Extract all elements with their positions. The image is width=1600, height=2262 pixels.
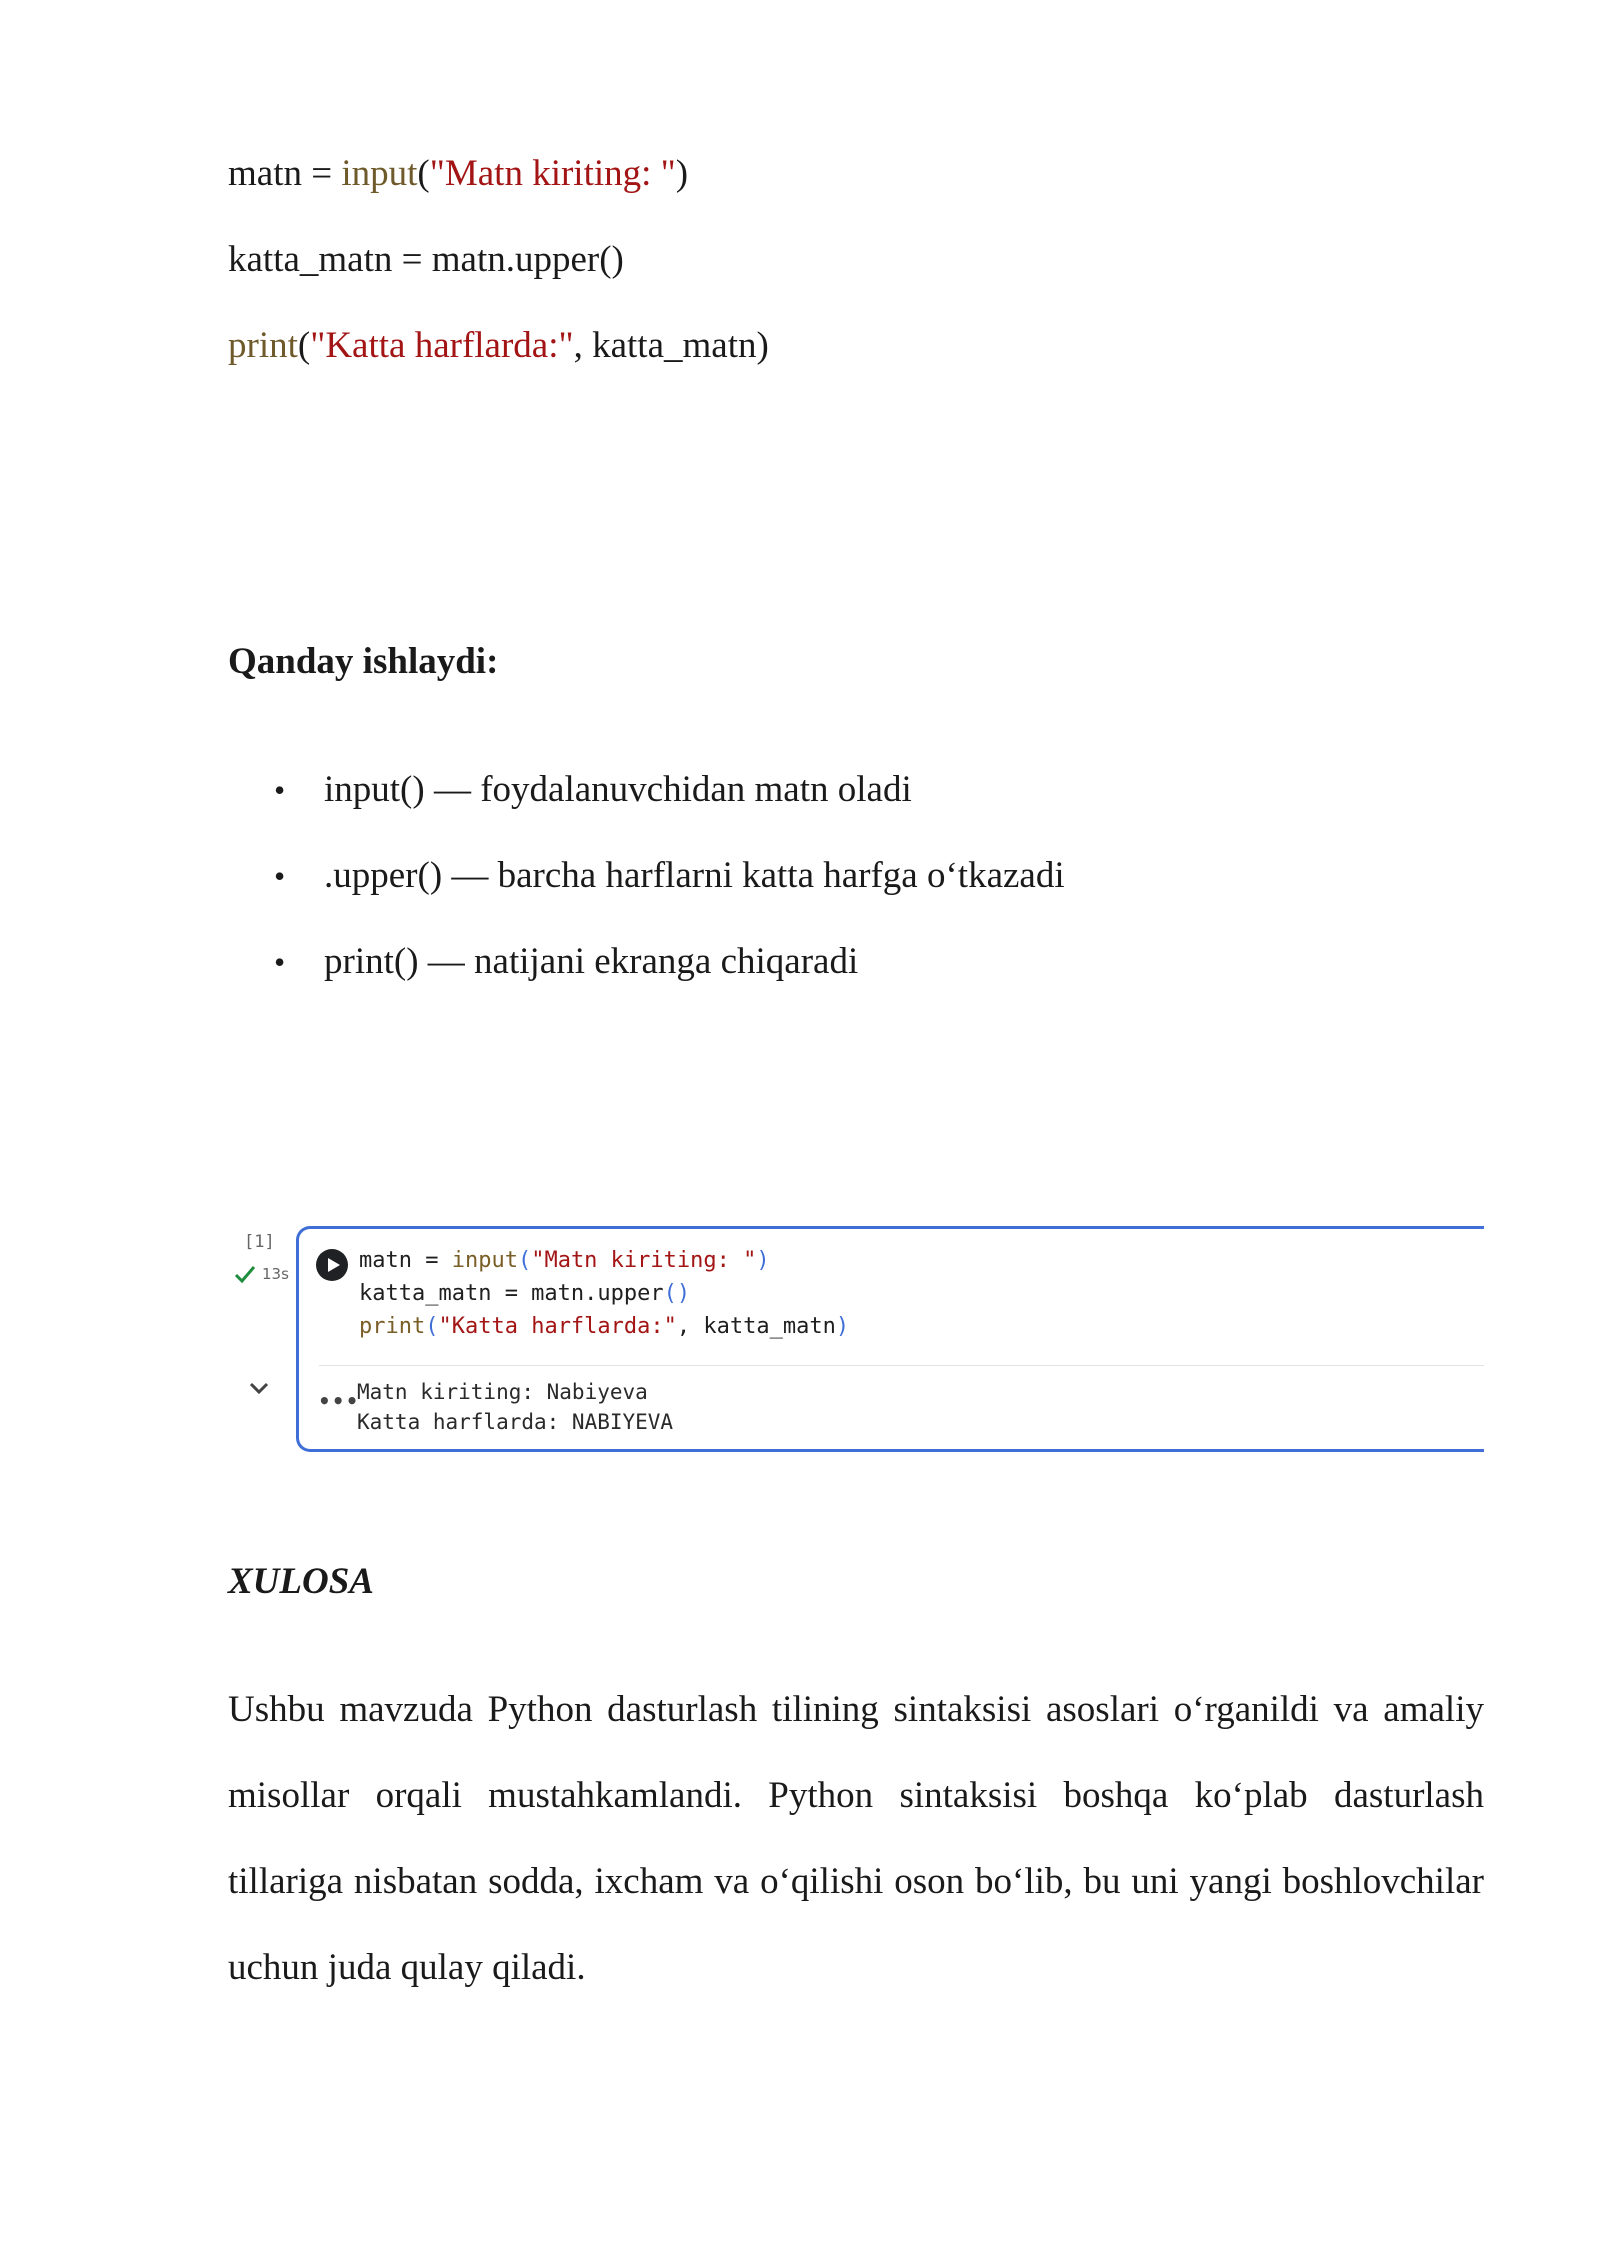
cell-code-line	[359, 1310, 849, 1343]
code-token: , katta_matn	[676, 1314, 836, 1339]
code-rest: , katta_matn)	[573, 325, 769, 366]
code-paren-close: )	[675, 153, 689, 194]
code-token: "Katta harflarda:"	[438, 1314, 677, 1339]
code-function: print	[228, 325, 298, 366]
code-var: matn =	[228, 153, 342, 194]
bullet-marker: •	[274, 772, 286, 808]
output-line: Katta harflarda: NABIYEVA	[357, 1410, 674, 1434]
execution-time: 13s	[262, 1265, 289, 1283]
code-token: )	[835, 1314, 850, 1339]
code-line-2	[228, 238, 624, 282]
code-token: print	[359, 1314, 426, 1339]
conclusion-heading: XULOSA	[228, 1561, 374, 1602]
code-token: katta_matn = matn.upper	[359, 1281, 664, 1306]
code-token: (	[425, 1314, 439, 1339]
code-token: ()	[663, 1281, 691, 1306]
bullet-marker: •	[274, 944, 286, 980]
bullet-marker: •	[274, 858, 286, 894]
code-token: )	[756, 1248, 770, 1273]
output-menu-icon[interactable]: •••	[318, 1389, 360, 1413]
cell-divider	[319, 1365, 1484, 1366]
code-paren-open: (	[417, 153, 430, 194]
paragraph-line: misollar orqali mustahkamlandi. Python sintaksisi boshqa ko‘plab dasturlash	[228, 1775, 1484, 1816]
bullet-text: input() — foydalanuvchidan matn oladi	[324, 769, 912, 810]
play-icon	[316, 1249, 348, 1281]
list-item	[228, 940, 859, 1116]
cell-code[interactable]	[359, 1244, 849, 1343]
code-paren-open: (	[297, 325, 311, 366]
bullet-text: print() — natijani ekranga chiqaradi	[324, 941, 859, 982]
code-string: "Matn kiriting: "	[429, 153, 676, 194]
code-string: "Katta harflarda:"	[310, 325, 574, 366]
code-line-1	[228, 152, 688, 196]
bullet-text: .upper() — barcha harflarni katta harfga o‘tkazadi	[324, 855, 1065, 896]
paragraph-line: uchun juda qulay qiladi.	[228, 1947, 586, 1988]
section-heading: Qanday ishlaydi:	[228, 641, 499, 682]
cell-code-line	[359, 1244, 849, 1277]
chevron-down-icon[interactable]	[248, 1380, 270, 1396]
paragraph-line: tillariga nisbatan sodda, ixcham va o‘qilishi oson bo‘lib, bu uni yangi boshlovchilar	[228, 1861, 1484, 1902]
code-token: "Matn kiriting: "	[531, 1248, 757, 1273]
paragraph-line: Ushbu mavzuda Python dasturlash tilining sintaksisi asoslari o‘rganildi va amaliy	[228, 1689, 1484, 1730]
code-token: matn =	[359, 1248, 452, 1273]
cell-code-line	[359, 1277, 849, 1310]
notebook-code-cell[interactable]	[296, 1226, 1484, 1452]
output-line: Matn kiriting: Nabiyeva	[357, 1380, 648, 1404]
code-function: input	[341, 153, 418, 194]
code-line-3	[228, 324, 769, 368]
cell-gutter	[228, 1228, 298, 1456]
execution-count: [1]	[244, 1232, 275, 1252]
check-icon	[234, 1264, 256, 1284]
run-cell-button[interactable]	[316, 1249, 348, 1281]
code-text: katta_matn = matn.upper()	[228, 239, 624, 280]
cell-output	[357, 1377, 673, 1437]
code-token: input	[451, 1248, 518, 1273]
code-token: (	[517, 1248, 532, 1273]
